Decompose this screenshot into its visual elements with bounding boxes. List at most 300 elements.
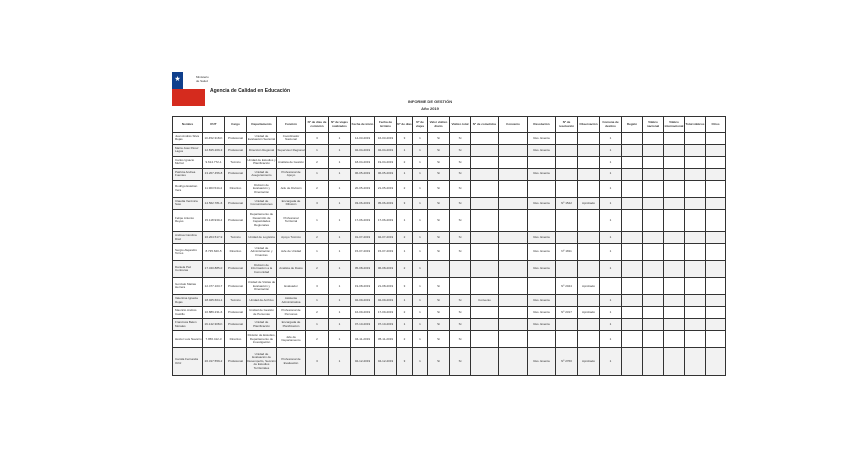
- table-cell: Res. Exenta: [528, 232, 556, 244]
- data-table: [172, 116, 726, 376]
- table-cell: 1: [600, 133, 622, 145]
- star-icon: ★: [174, 76, 181, 83]
- table-cell: División de Evaluación y Orientación: [247, 180, 277, 197]
- table-cell: Daniela Paz Contreras: [173, 261, 203, 278]
- column-header: Valor viático diario: [428, 117, 450, 133]
- table-cell: [706, 295, 726, 307]
- table-cell: [643, 261, 664, 278]
- table-cell: [471, 133, 499, 145]
- table-cell: Profesional: [225, 197, 247, 209]
- column-header: Resolución: [528, 117, 556, 133]
- table-cell: [578, 180, 600, 197]
- table-cell: 16-03-2019: [375, 133, 397, 145]
- table-cell: [622, 331, 643, 348]
- table-cell: [685, 232, 706, 244]
- table-cell: [499, 261, 528, 278]
- table-cell: [499, 307, 528, 319]
- table-cell: 8.735.620-5: [203, 244, 225, 261]
- table-cell: 1: [413, 331, 428, 348]
- table-cell: [664, 133, 685, 145]
- table-cell: [622, 209, 643, 231]
- table-cell: 1: [413, 168, 428, 180]
- column-header: Viático total: [450, 117, 471, 133]
- table-cell: [664, 244, 685, 261]
- table-cell: 1: [397, 168, 413, 180]
- table-cell: Supervisor Regional: [277, 144, 306, 156]
- table-cell: Directivo: [225, 331, 247, 348]
- table-cell: Felipe Antonio Reyes: [173, 209, 203, 231]
- table-cell: 1: [329, 156, 351, 168]
- table-cell: Res. Exenta: [528, 295, 556, 307]
- table-cell: [706, 144, 726, 156]
- table-cell: Encargada de Planificación: [277, 319, 306, 331]
- table-cell: [706, 180, 726, 197]
- table-cell: Sí: [450, 295, 471, 307]
- table-cell: Sí: [450, 232, 471, 244]
- table-cell: 9.614.772-1: [203, 156, 225, 168]
- table-cell: 2: [306, 331, 329, 348]
- table-cell: 20.317.559-2: [203, 348, 225, 376]
- table-cell: Sí: [450, 319, 471, 331]
- table-cell: [643, 133, 664, 145]
- table-cell: [664, 156, 685, 168]
- table-cell: 07-10-2019: [351, 319, 375, 331]
- table-cell: 1: [329, 180, 351, 197]
- column-header: Fecha de término: [375, 117, 397, 133]
- table-cell: Profesional de Evaluación: [277, 348, 306, 376]
- table-cell: 11.903.544-2: [203, 180, 225, 197]
- table-cell: 17.340.885-0: [203, 261, 225, 278]
- table-cell: [578, 209, 600, 231]
- table-cell: 1: [600, 209, 622, 231]
- table-cell: [578, 261, 600, 278]
- table-cell: 05-11-2019: [375, 331, 397, 348]
- table-cell: 1: [413, 180, 428, 197]
- table-cell: [643, 295, 664, 307]
- table-cell: Aprobado: [578, 197, 600, 209]
- table-cell: Patricia Andrea Fuentes: [173, 168, 203, 180]
- table-cell: 06-05-2019: [351, 168, 375, 180]
- table-cell: 2: [306, 180, 329, 197]
- table-cell: 1: [413, 244, 428, 261]
- table-cell: 04-11-2019: [351, 331, 375, 348]
- table-cell: 02-09-2019: [351, 295, 375, 307]
- table-cell: 1: [413, 156, 428, 168]
- table-cell: 3: [306, 197, 329, 209]
- table-cell: [622, 307, 643, 319]
- column-header: Viático internacional: [664, 117, 685, 133]
- table-cell: [578, 244, 600, 261]
- table-cell: [706, 232, 726, 244]
- table-cell: 1: [600, 144, 622, 156]
- column-header: Región: [622, 117, 643, 133]
- table-cell: Apoyo Técnico: [277, 232, 306, 244]
- table-cell: 02-04-2019: [351, 144, 375, 156]
- table-cell: [471, 348, 499, 376]
- table-cell: [471, 278, 499, 295]
- table-cell: [622, 319, 643, 331]
- table-cell: 3: [306, 348, 329, 376]
- table-cell: [499, 232, 528, 244]
- table-cell: [499, 209, 528, 231]
- table-cell: [643, 168, 664, 180]
- table-cell: [643, 156, 664, 168]
- table-cell: [450, 278, 471, 295]
- table-cell: [578, 133, 600, 145]
- table-cell: 14.562.781-6: [203, 197, 225, 209]
- table-cell: 12.815.209-3: [203, 144, 225, 156]
- table-cell: División de Estudios, Departamento de Investigación: [247, 331, 277, 348]
- table-cell: Res. Exenta: [528, 261, 556, 278]
- table-row: [173, 295, 726, 307]
- table-cell: 17-06-2019: [375, 209, 397, 231]
- table-cell: [556, 168, 578, 180]
- column-header: Observación: [578, 117, 600, 133]
- table-cell: 06-08-2019: [375, 261, 397, 278]
- table-cell: [499, 278, 528, 295]
- table-cell: 1: [600, 261, 622, 278]
- table-cell: Aprobado: [578, 348, 600, 376]
- logo-caption-line2: de Salud: [196, 79, 208, 83]
- table-cell: [664, 261, 685, 278]
- table-cell: 18.025.664-1: [203, 295, 225, 307]
- table-cell: [622, 156, 643, 168]
- table-cell: 1: [413, 295, 428, 307]
- table-cell: Rodrigo Esteban Vera: [173, 180, 203, 197]
- table-cell: [499, 244, 528, 261]
- table-cell: 21-05-2019: [375, 180, 397, 197]
- table-cell: [499, 133, 528, 145]
- table-cell: [664, 319, 685, 331]
- table-cell: 17-06-2019: [351, 209, 375, 231]
- table-cell: Profesional: [225, 133, 247, 145]
- table-cell: Nº 1811: [556, 244, 578, 261]
- table-cell: Sí: [450, 244, 471, 261]
- table-cell: [643, 197, 664, 209]
- table-cell: 19-08-2019: [351, 278, 375, 295]
- table-row: [173, 133, 726, 145]
- table-cell: Nº 1542: [556, 197, 578, 209]
- table-cell: Profesional: [225, 278, 247, 295]
- table-cell: 1: [600, 307, 622, 319]
- table-cell: Sí: [428, 232, 450, 244]
- table-cell: 3: [306, 133, 329, 145]
- table-cell: [450, 261, 471, 278]
- table-cell: Departamento de Desarrollo de Capacidades Regionales: [247, 209, 277, 231]
- column-header: Departamento: [247, 117, 277, 133]
- table-row: [173, 319, 726, 331]
- table-row: [173, 209, 726, 231]
- table-cell: Valentina Ignacia Rojas: [173, 295, 203, 307]
- table-cell: [685, 319, 706, 331]
- table-cell: 01-07-2019: [351, 232, 375, 244]
- table-cell: Unidad de Aseguramiento: [247, 168, 277, 180]
- table-cell: Profesional: [225, 319, 247, 331]
- table-cell: Profesional: [225, 144, 247, 156]
- table-cell: Héctor Luis Navarro: [173, 331, 203, 348]
- table-cell: Juan Andrés Silva Rojas: [173, 133, 203, 145]
- table-cell: [499, 319, 528, 331]
- table-cell: [664, 144, 685, 156]
- table-cell: 10.889.231-6: [203, 307, 225, 319]
- table-cell: [499, 144, 528, 156]
- table-cell: [706, 133, 726, 145]
- table-cell: Técnico: [225, 295, 247, 307]
- table-cell: Directivo: [225, 244, 247, 261]
- table-cell: 1: [600, 197, 622, 209]
- table-cell: [578, 168, 600, 180]
- table-cell: 16.204.517-9: [203, 232, 225, 244]
- column-header: Total viáticos: [685, 117, 706, 133]
- column-header: Viático nacional: [643, 117, 664, 133]
- table-cell: [706, 261, 726, 278]
- table-cell: 19.142.308-K: [203, 319, 225, 331]
- table-cell: 15-07-2019: [375, 244, 397, 261]
- table-cell: Analista de Datos: [277, 261, 306, 278]
- table-cell: Sí: [428, 133, 450, 145]
- table-cell: [471, 197, 499, 209]
- table-cell: Aprobado: [578, 307, 600, 319]
- table-cell: [664, 197, 685, 209]
- table-cell: 2: [306, 232, 329, 244]
- table-cell: 19-04-2019: [375, 156, 397, 168]
- table-cell: Sí: [450, 133, 471, 145]
- table-cell: [664, 209, 685, 231]
- table-cell: 2: [397, 307, 413, 319]
- table-cell: Unidad de Gestión de Personas: [247, 307, 277, 319]
- table-cell: Directivo: [225, 180, 247, 197]
- table-cell: [706, 168, 726, 180]
- table-cell: Sí: [450, 180, 471, 197]
- table-cell: 2: [397, 232, 413, 244]
- table-cell: [685, 168, 706, 180]
- table-cell: [706, 348, 726, 376]
- table-cell: [556, 295, 578, 307]
- table-cell: [664, 295, 685, 307]
- table-cell: Res. Exenta: [528, 348, 556, 376]
- column-header: Nº de viajes: [413, 117, 428, 133]
- table-cell: [664, 278, 685, 295]
- table-cell: [528, 209, 556, 231]
- table-cell: [685, 331, 706, 348]
- table-cell: Sí: [428, 307, 450, 319]
- table-cell: 3: [397, 348, 413, 376]
- table-cell: Jefe de División: [277, 180, 306, 197]
- table-cell: Unidad de Logística: [247, 232, 277, 244]
- table-cell: 1: [413, 232, 428, 244]
- table-cell: Profesional de Apoyo: [277, 168, 306, 180]
- table-cell: 05-06-2019: [375, 197, 397, 209]
- table-cell: Nº 2044: [556, 278, 578, 295]
- table-cell: [706, 278, 726, 295]
- table-cell: 1: [329, 307, 351, 319]
- table-cell: Convenio: [471, 295, 499, 307]
- table-cell: 14-03-2019: [351, 133, 375, 145]
- table-cell: Profesional: [225, 348, 247, 376]
- table-cell: Sí: [450, 307, 471, 319]
- table-cell: 06-05-2019: [375, 168, 397, 180]
- table-cell: [471, 180, 499, 197]
- table-cell: 1: [413, 209, 428, 231]
- table-cell: 1: [413, 261, 428, 278]
- table-cell: 1: [600, 156, 622, 168]
- table-cell: [471, 244, 499, 261]
- table-cell: 1: [329, 144, 351, 156]
- table-cell: [685, 133, 706, 145]
- table-cell: 1: [329, 278, 351, 295]
- table-cell: [664, 331, 685, 348]
- table-cell: [664, 232, 685, 244]
- table-row: [173, 168, 726, 180]
- table-cell: [643, 278, 664, 295]
- table-cell: Res. Exenta: [528, 319, 556, 331]
- table-cell: [578, 156, 600, 168]
- table-cell: [556, 180, 578, 197]
- table-cell: [622, 168, 643, 180]
- table-cell: 1: [413, 307, 428, 319]
- table-cell: [471, 144, 499, 156]
- table-row: [173, 156, 726, 168]
- table-cell: 1: [306, 209, 329, 231]
- table-cell: 1: [329, 295, 351, 307]
- table-cell: [556, 331, 578, 348]
- table-cell: [685, 209, 706, 231]
- table-cell: 1: [397, 319, 413, 331]
- table-cell: [622, 244, 643, 261]
- table-cell: 1: [329, 209, 351, 231]
- table-cell: [556, 156, 578, 168]
- table-cell: [622, 133, 643, 145]
- table-cell: Evaluador: [277, 278, 306, 295]
- table-row: [173, 144, 726, 156]
- header-row: [173, 117, 726, 133]
- table-cell: 18-04-2019: [351, 156, 375, 168]
- table-cell: [471, 209, 499, 231]
- table-cell: 1: [600, 244, 622, 261]
- table-cell: [685, 244, 706, 261]
- table-cell: [685, 278, 706, 295]
- table-cell: [706, 209, 726, 231]
- table-cell: [622, 348, 643, 376]
- table-cell: Profesional: [225, 209, 247, 231]
- table-cell: 21-08-2019: [375, 278, 397, 295]
- table-cell: Sí: [428, 209, 450, 231]
- table-cell: Sí: [450, 156, 471, 168]
- table-row: [173, 331, 726, 348]
- column-header: Comuna de destino: [600, 117, 622, 133]
- table-row: [173, 232, 726, 244]
- table-cell: 10.452.318-K: [203, 133, 225, 145]
- table-cell: 1: [329, 133, 351, 145]
- table-cell: Sí: [428, 348, 450, 376]
- table-cell: [578, 331, 600, 348]
- table-cell: Técnico: [225, 232, 247, 244]
- table-cell: 16-09-2019: [351, 307, 375, 319]
- logo-caption-line1: Ministerio: [196, 75, 209, 79]
- table-row: [173, 261, 726, 278]
- table-cell: Sí: [428, 197, 450, 209]
- table-cell: Sí: [428, 278, 450, 295]
- column-header: Nombre: [173, 117, 203, 133]
- table-cell: [622, 232, 643, 244]
- table-cell: 1: [306, 168, 329, 180]
- table-cell: 15.118.930-4: [203, 209, 225, 231]
- table-cell: 17-09-2019: [375, 307, 397, 319]
- table-cell: 2: [397, 331, 413, 348]
- table-cell: Mauricio Andrés Castillo: [173, 307, 203, 319]
- table-cell: 2: [397, 261, 413, 278]
- table-cell: [499, 156, 528, 168]
- table-cell: 02-12-2019: [351, 348, 375, 376]
- table-cell: 1: [600, 348, 622, 376]
- table-cell: 1: [413, 348, 428, 376]
- table-cell: Analista de Gestión: [277, 156, 306, 168]
- table-cell: Unidad de Planificación: [247, 319, 277, 331]
- table-cell: [622, 278, 643, 295]
- table-cell: [706, 319, 726, 331]
- table-cell: 1: [329, 261, 351, 278]
- table-cell: 02-09-2019: [375, 295, 397, 307]
- table-cell: [556, 133, 578, 145]
- table-cell: Sí: [428, 156, 450, 168]
- table-cell: [600, 278, 622, 295]
- table-cell: 1: [329, 168, 351, 180]
- column-header: Otros: [706, 117, 726, 133]
- table-cell: 1: [600, 180, 622, 197]
- table-cell: Sí: [450, 197, 471, 209]
- table-cell: [556, 232, 578, 244]
- table-cell: [685, 144, 706, 156]
- table-cell: [643, 244, 664, 261]
- table-cell: Camila Fernanda Ortiz: [173, 348, 203, 376]
- table-cell: 1: [413, 319, 428, 331]
- table-cell: [685, 156, 706, 168]
- table-cell: [643, 348, 664, 376]
- table-cell: Res. Exenta: [528, 144, 556, 156]
- table-cell: Sí: [428, 168, 450, 180]
- table-cell: Res. Exenta: [528, 168, 556, 180]
- table-cell: 7.956.412-3: [203, 331, 225, 348]
- table-cell: 2: [397, 156, 413, 168]
- table-cell: Unidad de Evaluación Sectorial: [247, 133, 277, 145]
- table-cell: [471, 156, 499, 168]
- table-cell: 2: [306, 307, 329, 319]
- table-cell: 1: [329, 319, 351, 331]
- table-cell: 2: [397, 180, 413, 197]
- table-cell: 3: [306, 278, 329, 295]
- table-cell: Sergio Alejandro Torres: [173, 244, 203, 261]
- table-cell: 2: [306, 156, 329, 168]
- column-header: RUT: [203, 117, 225, 133]
- table-cell: [471, 319, 499, 331]
- table-cell: [499, 180, 528, 197]
- column-header: Fecha de inicio: [351, 117, 375, 133]
- table-cell: 1: [413, 278, 428, 295]
- table-cell: 2: [306, 261, 329, 278]
- table-cell: Carlos Ignacio Muñoz: [173, 156, 203, 168]
- table-cell: [471, 232, 499, 244]
- table-cell: 15-07-2019: [351, 244, 375, 261]
- table-cell: Unidad de Visitas de Evaluación y Orientación: [247, 278, 277, 295]
- table-cell: 1: [329, 244, 351, 261]
- table-cell: Claudia Verónica Soto: [173, 197, 203, 209]
- table-cell: 1: [600, 295, 622, 307]
- table-cell: 1: [329, 331, 351, 348]
- table-cell: [556, 144, 578, 156]
- table-cell: Jefe de Unidad: [277, 244, 306, 261]
- table-row: [173, 278, 726, 295]
- table-cell: [499, 295, 528, 307]
